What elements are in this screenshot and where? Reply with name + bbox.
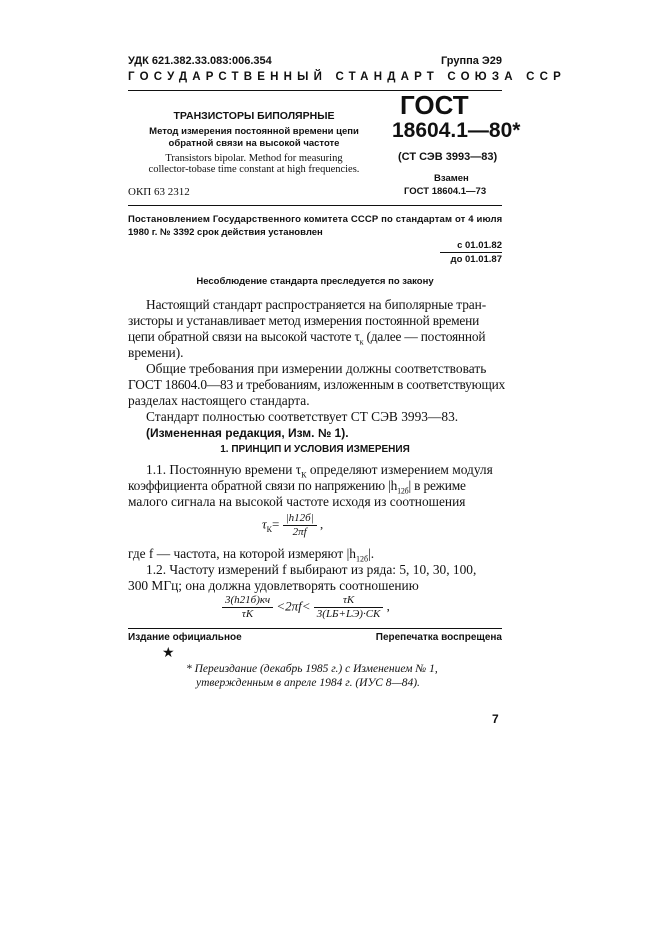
official-edition: Издание официальное — [128, 632, 242, 643]
validity-to: до 01.01.87 — [450, 254, 502, 265]
gost-number: 18604.1—80* — [392, 119, 521, 142]
footnote-line1: * Переиздание (декабрь 1985 г.) с Изменением № 1, — [186, 663, 438, 675]
validity-from: с 01.01.82 — [457, 240, 502, 251]
title-ru-sub-line1: Метод измерения постоянной времени цепи — [149, 126, 359, 137]
para2-line3: разделах настоящего стандарта. — [128, 393, 310, 408]
para1-line1: Настоящий стандарт распространяется на биполярные тран- — [146, 297, 487, 312]
footnote-line2: утвержденным в апреле 1984 г. (ИУС 8—84). — [196, 677, 420, 689]
para1-line3: цепи обратной связи на высокой частоте $\tau_к$ (далее — постоянной — [128, 329, 486, 347]
title-ru-sub-line2: обратной связи на высокой частоте — [168, 138, 340, 149]
law-warning: Несоблюдение стандарта преследуется по закону — [196, 276, 434, 287]
instead-label: Взамен — [434, 173, 469, 184]
section-1-title: 1. ПРИНЦИП И УСЛОВИЯ ИЗМЕРЕНИЯ — [220, 444, 410, 455]
para3: Стандарт полностью соответствует СТ СЭВ 3993—83. — [146, 409, 459, 424]
validity-divider — [440, 252, 502, 253]
s11-line1: 1.1. Постоянную времени $\tau_К$ определяют измерением модуля — [146, 462, 493, 480]
reprint-prohibited: Перепечатка воспрещена — [375, 632, 502, 643]
footer-rule — [128, 628, 502, 629]
star-icon: ★ — [162, 646, 175, 661]
para2-line2: ГОСТ 18604.0—83 и требованиям, изложенным в соответствующих — [128, 377, 506, 392]
para1-line2: зисторы и устанавливает метод измерения постоянной времени — [128, 313, 480, 328]
title-rule — [128, 205, 502, 206]
title-ru-main: ТРАНЗИСТОРЫ БИПОЛЯРНЫЕ — [173, 110, 335, 122]
st-sev-number: (СТ СЭВ 3993—83) — [398, 151, 498, 163]
s12-line1: 1.2. Частоту измерений f выбирают из ряда: 5, 10, 30, 100, — [146, 562, 477, 577]
para2-line1: Общие требования при измерении должны соответствовать — [146, 361, 487, 376]
page-number: 7 — [492, 712, 499, 726]
s11-line2: коэффициента обратной связи по напряжению $|h_{12б}|$ в режиме — [128, 478, 466, 496]
s12-line2: 300 МГц; она должна удовлетворять соотношению — [128, 578, 419, 593]
s11-line4: где f — частота, на которой измеряют $|h_{12б}|$. — [128, 546, 375, 564]
group-code: Группа Э29 — [440, 55, 502, 67]
title-en-line2: collector-tobase time constant at high frequencies. — [148, 164, 360, 175]
formula-tau: $\tau_К=$ $\frac{|h12б|}{2\pi f}$ , — [262, 512, 324, 538]
s11-line3: малого сигнала на высокой частоте исходя из соотношения — [128, 494, 466, 509]
state-standard-banner: ГОСУДАРСТВЕННЫЙ СТАНДАРТ СОЮЗА ССР — [128, 71, 567, 83]
okp-code: ОКП 63 2312 — [128, 186, 190, 198]
amended-edition: (Измененная редакция, Изм. № 1). — [146, 426, 349, 440]
decree-line1: Постановлением Государственного комитета СССР по стандартам от 4 июля — [128, 214, 503, 225]
formula-frequency-condition: $\frac{3(h21б)кч}{\tau К}$ <2πf< $\frac{\tau К}{3(LБ+LЭ)\cdot CК}$ , — [222, 594, 390, 621]
gost-label: ГОСТ — [400, 90, 469, 120]
para1-line4: времени). — [128, 345, 184, 360]
title-en-line1: Transistors bipolar. Method for measuring — [165, 153, 343, 164]
decree-line2: 1980 г. № 3392 срок действия установлен — [128, 227, 323, 238]
instead-value: ГОСТ 18604.1—73 — [404, 186, 487, 197]
udk-code: УДК 621.382.33.083:006.354 — [128, 55, 272, 67]
